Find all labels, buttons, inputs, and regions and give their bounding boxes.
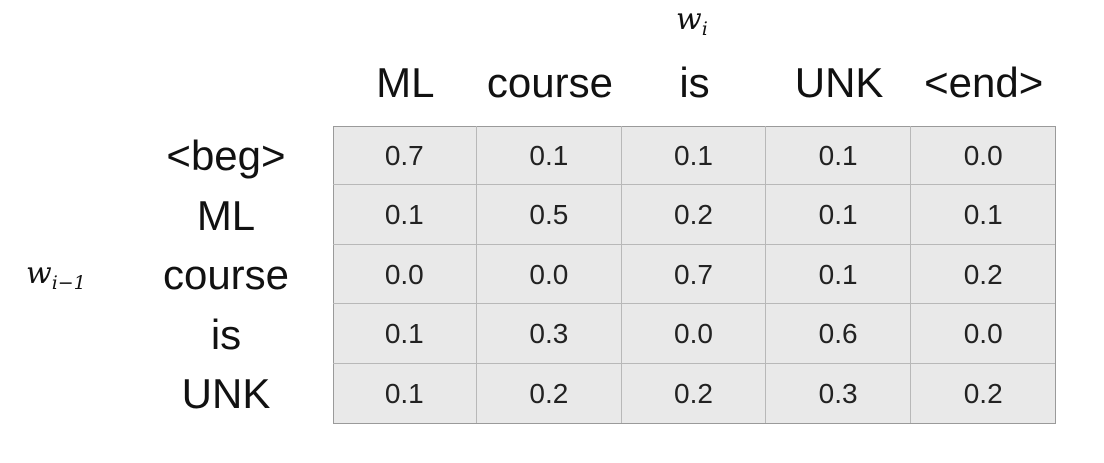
table-cell: 0.6: [766, 304, 911, 364]
table-cell: 0.1: [333, 304, 478, 364]
table-cell: 0.1: [911, 185, 1056, 245]
table-cell: 0.2: [963, 377, 1003, 409]
probability-table: [333, 126, 1056, 424]
table-cell: 0.1: [766, 245, 911, 305]
table-cell: 0.0: [622, 304, 767, 364]
row-header: course: [162, 251, 290, 299]
row-header: UNK: [181, 370, 271, 418]
row-axis-label-subscript: i−1: [51, 272, 86, 294]
column-axis-label-subscript: i: [701, 18, 708, 40]
row-axis-label-base: w: [26, 256, 52, 291]
column-axis-label: [676, 2, 708, 40]
row-header: <beg>: [166, 132, 286, 179]
column-header: <end>: [924, 59, 1044, 106]
table-cell: 0.0: [911, 304, 1056, 364]
table-cell: 0.0: [477, 245, 622, 305]
table-cell: 0.2: [477, 364, 622, 424]
table-cell: 0.1: [333, 185, 478, 245]
table-cell: 0.2: [911, 245, 1056, 305]
table-cell: 0.3: [766, 364, 911, 424]
table-cell: 0.1: [622, 126, 767, 186]
table-cell: 0.1: [333, 364, 478, 424]
column-header: UNK: [794, 59, 884, 106]
table-cell: 0.2: [622, 364, 767, 424]
table-cell: 0.7: [333, 126, 478, 186]
table-cell: 0.1: [766, 185, 911, 245]
column-header: ML: [376, 59, 435, 106]
table-cell: 0.5: [477, 185, 622, 245]
column-header: course: [486, 59, 613, 106]
column-header: is: [679, 59, 710, 106]
table-cell: 0.1: [477, 126, 622, 186]
table-cell: 0.3: [477, 304, 622, 364]
table-cell: 0.7: [622, 245, 767, 305]
row-header: ML: [196, 191, 256, 239]
column-axis-label-base: w: [676, 2, 702, 37]
row-axis-label: [26, 256, 86, 294]
table-cell: 0.2: [622, 185, 767, 245]
table-cell: 0.0: [911, 126, 1056, 186]
row-header: is: [210, 310, 242, 358]
table-cell: 0.0: [333, 245, 478, 305]
table-cell: 0.1: [766, 126, 911, 186]
